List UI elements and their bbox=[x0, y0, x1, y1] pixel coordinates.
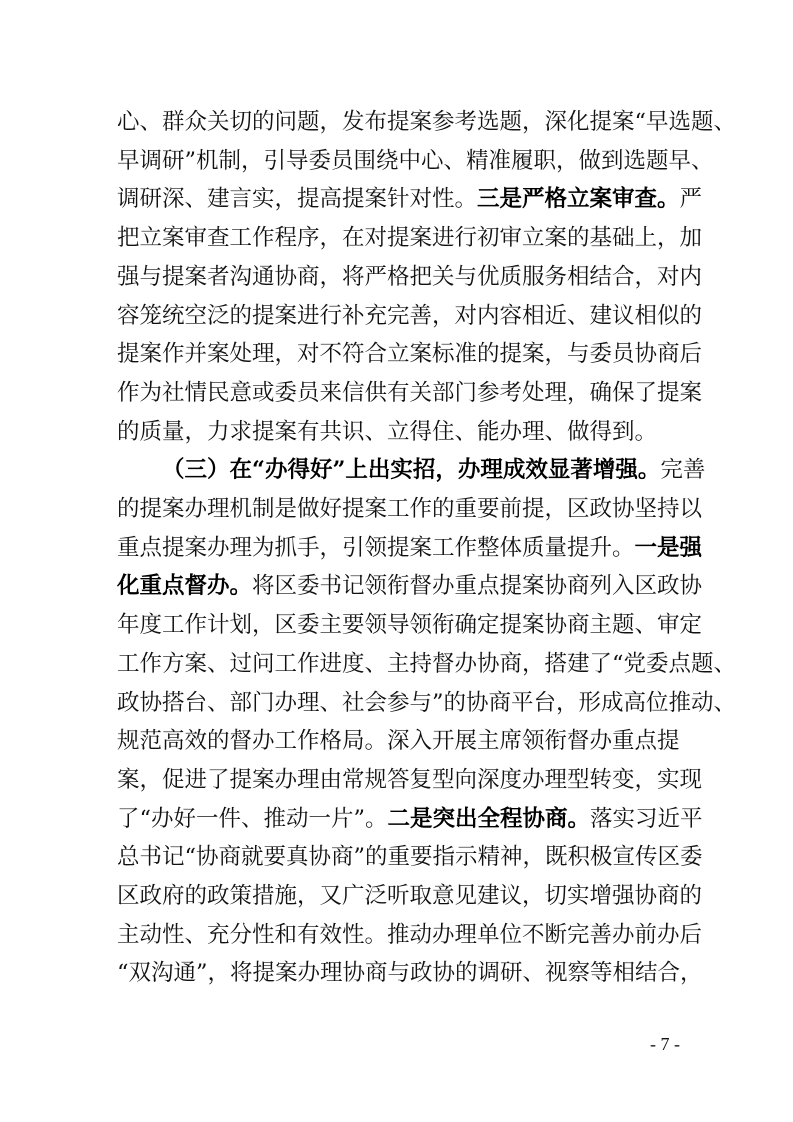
text-segment: 作为社情民意或委员来信供有关部门参考处理，确保了提案 bbox=[117, 379, 703, 406]
text-line bbox=[117, 491, 703, 527]
text-segment: 年度工作计划，区委主要领导领衔确定提案协商主题、审定 bbox=[117, 612, 703, 639]
text-line bbox=[117, 298, 703, 334]
text-segment: 案，促进了提案办理由常规答复型向深度办理型转变，实现 bbox=[117, 766, 703, 793]
text-line bbox=[117, 917, 703, 953]
text-segment: 心、群众关切的问题，发布提案参考选题，深化提案“早选题、 bbox=[117, 109, 737, 135]
bold-text-segment: （三）在“办得好”上出实招，办理成效显著增强。 bbox=[162, 457, 661, 484]
text-segment: 严 bbox=[679, 186, 703, 213]
page-number: - 7 - bbox=[650, 1034, 680, 1054]
text-segment: 将区委书记领衔督办重点提案协商列入区政协 bbox=[252, 573, 703, 600]
text-segment: 总书记“协商就要真协商”的重要指示精神，既积极宣传区委 bbox=[117, 844, 703, 871]
text-line bbox=[117, 143, 714, 179]
text-line bbox=[117, 801, 703, 837]
text-line bbox=[117, 259, 703, 295]
text-segment: 提案作并案处理，对不符合立案标准的提案，与委员协商后 bbox=[117, 341, 703, 368]
text-segment: 调研深、建言实，提高提案针对性。 bbox=[117, 186, 478, 213]
text-line bbox=[117, 607, 703, 643]
text-line bbox=[117, 685, 737, 721]
bold-text-segment: 二是突出全程协商。 bbox=[387, 805, 591, 832]
text-segment: 的质量，力求提案有共识、立得住、能办理、做得到。 bbox=[117, 418, 658, 445]
text-line bbox=[117, 955, 703, 991]
text-segment: 规范高效的督办工作格局。深入开展主席领衔督办重点提 bbox=[117, 728, 680, 755]
text-segment: 落实习近平 bbox=[590, 805, 703, 832]
text-line bbox=[117, 839, 703, 875]
text-segment: 了“办好一件、推动一片”。 bbox=[117, 805, 388, 832]
text-line bbox=[117, 375, 703, 411]
bold-text-segment: 化重点督办。 bbox=[117, 573, 253, 600]
text-segment: 早调研”机制，引导委员围绕中心、精准履职，做到选题早、 bbox=[117, 147, 714, 174]
text-line bbox=[117, 878, 703, 914]
text-segment: 完善 bbox=[660, 457, 706, 484]
bold-text-segment: 三是严格立案审查。 bbox=[477, 186, 680, 213]
text-segment: 区政府的政策措施，又广泛听取意见建议，切实增强协商的 bbox=[117, 883, 703, 909]
bold-text-segment: 一是强 bbox=[634, 534, 703, 561]
text-line bbox=[117, 181, 703, 217]
text-line bbox=[117, 336, 703, 372]
text-segment: 强与提案者沟通协商，将严格把关与优质服务相结合，对内 bbox=[117, 263, 703, 290]
text-segment: 容笼统空泛的提案进行补充完善，对内容相近、建议相似的 bbox=[117, 302, 703, 329]
text-segment: 工作方案、过问工作进度、主持督办协商，搭建了“党委点题、 bbox=[117, 650, 737, 677]
text-segment: 重点提案办理为抓手，引领提案工作整体质量提升。 bbox=[117, 534, 635, 561]
text-line bbox=[117, 414, 679, 450]
text-line bbox=[117, 220, 703, 256]
text-segment: 的提案办理机制是做好提案工作的重要前提，区政协坚持以 bbox=[117, 496, 703, 522]
text-line bbox=[117, 568, 703, 604]
text-line bbox=[117, 104, 737, 140]
text-line bbox=[117, 530, 703, 566]
text-segment: 政协搭台、部门办理、社会参与”的协商平台，形成高位推动、 bbox=[117, 689, 737, 716]
text-segment: “双沟通”，将提案办理协商与政协的调研、视察等相结合， bbox=[117, 960, 703, 987]
text-segment: 把立案审查工作程序，在对提案进行初审立案的基础上，加 bbox=[117, 225, 703, 252]
text-line bbox=[117, 646, 737, 682]
text-segment: 主动性、充分性和有效性。推动办理单位不断完善办前办后 bbox=[117, 921, 703, 948]
text-line bbox=[117, 723, 679, 759]
text-line bbox=[162, 452, 706, 488]
text-line bbox=[117, 762, 703, 798]
